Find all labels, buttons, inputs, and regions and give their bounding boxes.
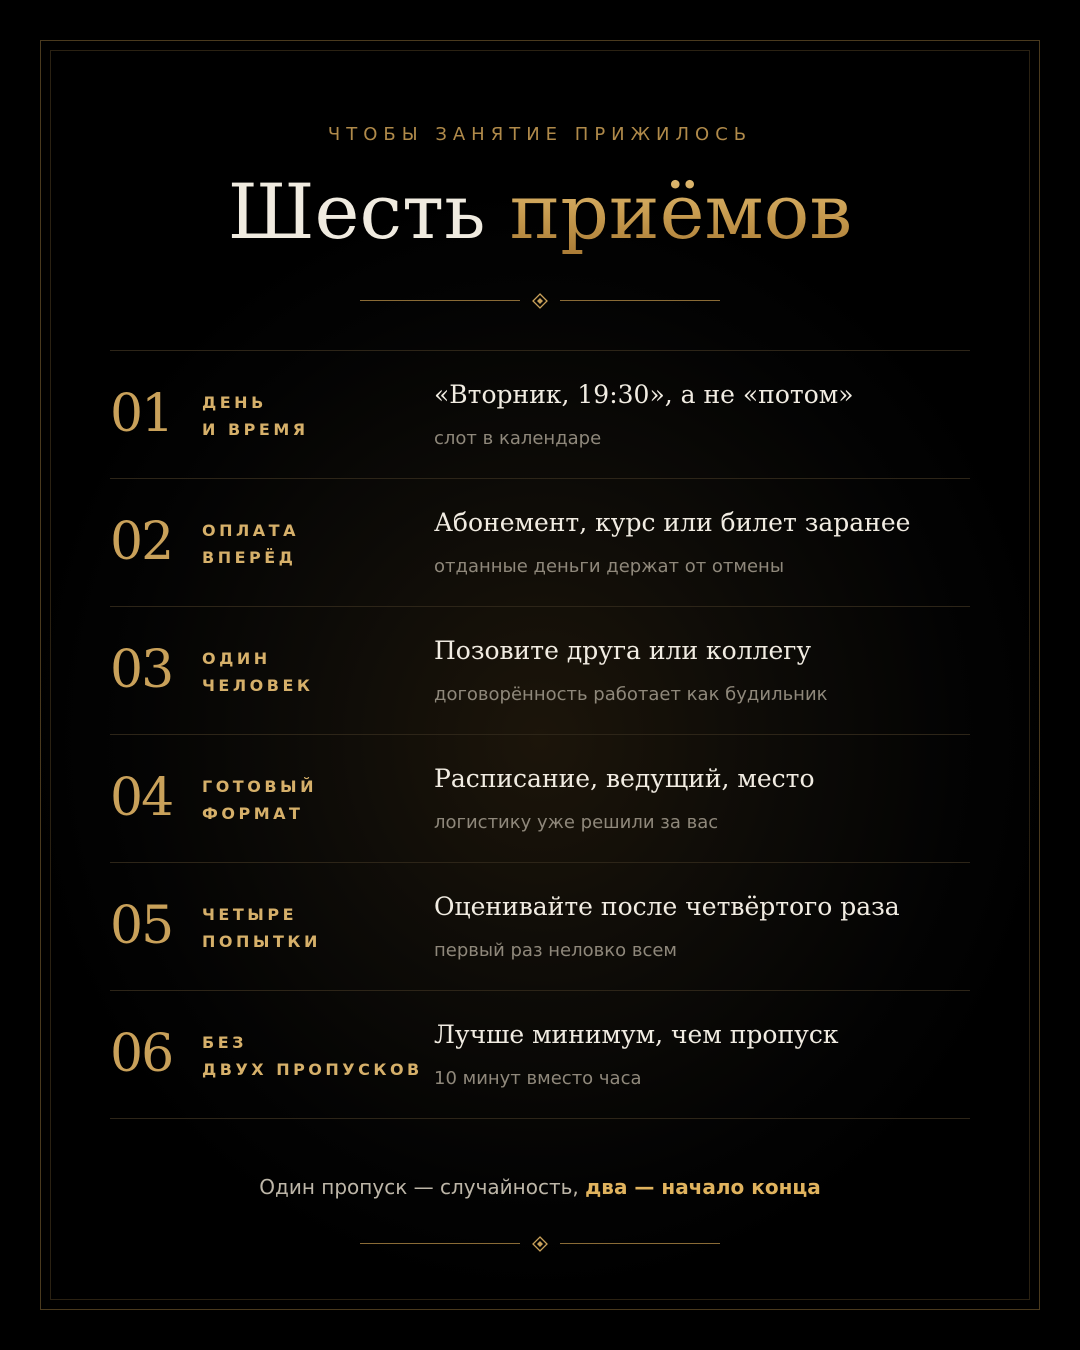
list-item	[110, 862, 970, 990]
item-label-line2: ВПЕРЁД	[202, 548, 297, 567]
list-item	[110, 606, 970, 734]
item-label-line2: И ВРЕМЯ	[202, 420, 309, 439]
item-headline: Абонемент, курс или билет заранее	[434, 508, 911, 537]
diamond-ornament-icon	[532, 293, 548, 309]
divider-line-left	[360, 300, 520, 301]
item-label	[202, 645, 313, 699]
item-label-line2: ДВУХ ПРОПУСКОВ	[202, 1060, 423, 1079]
page-title	[0, 164, 1080, 260]
item-number: 02	[110, 512, 173, 572]
item-headline: «Вторник, 19:30», а не «потом»	[434, 380, 854, 409]
list-item	[110, 990, 970, 1119]
kicker-text: ЧТОБЫ ЗАНЯТИЕ ПРИЖИЛОСЬ	[327, 124, 753, 145]
item-headline: Лучше минимум, чем пропуск	[434, 1020, 839, 1049]
item-subtext: отданные деньги держат от отмены	[434, 556, 785, 577]
list-item	[110, 350, 970, 478]
item-label	[202, 389, 309, 443]
item-subtext: первый раз неловко всем	[434, 940, 677, 961]
item-headline: Позовите друга или коллегу	[434, 636, 812, 665]
top-divider	[360, 291, 720, 311]
item-subtext: договорённость работает как будильник	[434, 684, 828, 705]
item-label-line2: ЧЕЛОВЕК	[202, 676, 314, 695]
item-label-line2: ФОРМАТ	[202, 804, 304, 823]
item-subtext: 10 минут вместо часа	[434, 1068, 642, 1089]
item-label-line1: ОДИН	[202, 649, 271, 668]
divider-line-right	[560, 300, 720, 301]
item-subtext: слот в календаре	[434, 428, 602, 449]
diamond-ornament-icon	[532, 1236, 548, 1252]
item-label	[202, 517, 299, 571]
item-number: 03	[110, 640, 173, 700]
tips-list	[110, 350, 970, 1119]
list-item	[110, 478, 970, 606]
item-label-line1: БЕЗ	[202, 1033, 247, 1052]
divider-line-left	[360, 1243, 520, 1244]
item-label-line1: ЧЕТЫРЕ	[202, 905, 298, 924]
item-label-line2: ПОПЫТКИ	[202, 932, 321, 951]
item-number: 04	[110, 768, 173, 828]
footer-note-plain: Один пропуск — случайность,	[259, 1175, 586, 1199]
item-label-line1: ГОТОВЫЙ	[202, 777, 317, 796]
title-main: Шесть	[227, 167, 486, 256]
item-subtext: логистику уже решили за вас	[434, 812, 719, 833]
list-item	[110, 734, 970, 862]
title-accent: приёмов	[509, 167, 853, 256]
item-label	[202, 773, 317, 827]
item-number: 01	[110, 384, 173, 444]
divider-line-right	[560, 1243, 720, 1244]
footer-note	[0, 1170, 1080, 1204]
item-label	[202, 1029, 423, 1083]
item-label-line1: ОПЛАТА	[202, 521, 299, 540]
item-number: 05	[110, 896, 173, 956]
item-headline: Расписание, ведущий, место	[434, 764, 815, 793]
item-label-line1: ДЕНЬ	[202, 393, 267, 412]
footer-note-highlight: два — начало конца	[585, 1175, 821, 1199]
item-headline: Оценивайте после четвёртого раза	[434, 892, 900, 921]
item-label	[202, 901, 321, 955]
item-number: 06	[110, 1024, 173, 1084]
bottom-divider	[360, 1234, 720, 1254]
